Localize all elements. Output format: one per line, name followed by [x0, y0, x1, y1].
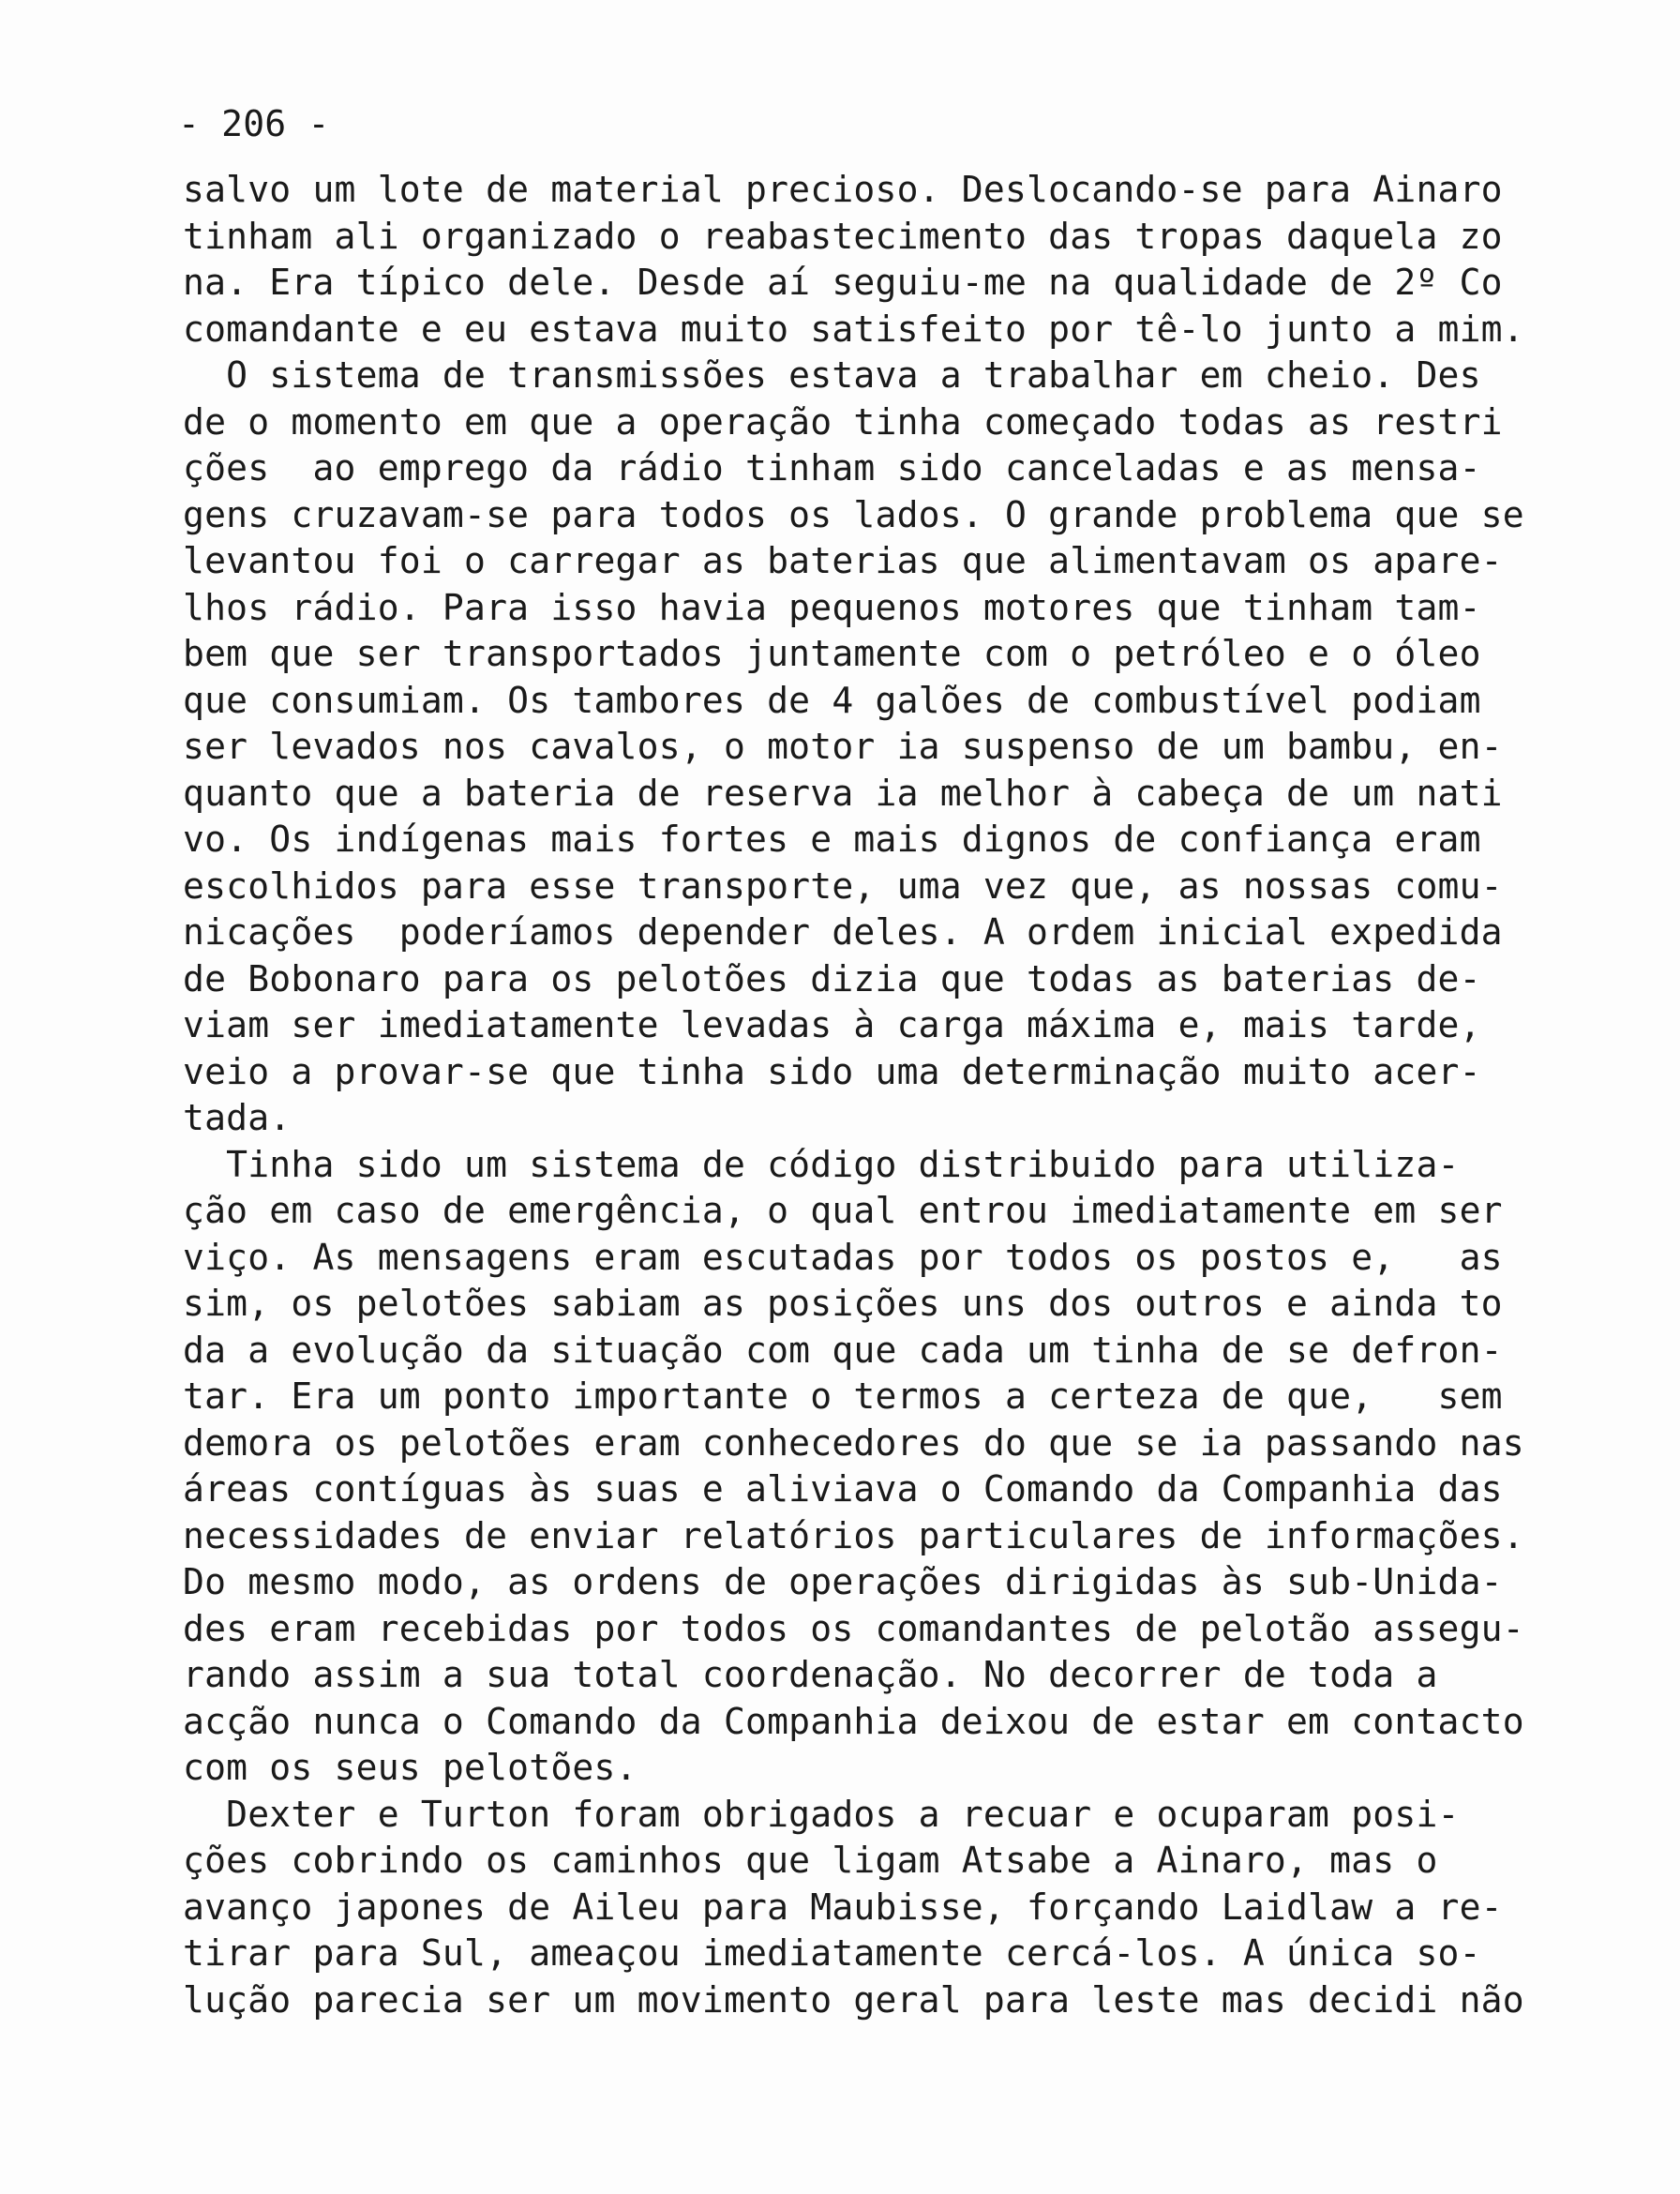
text-line: tinham ali organizado o reabastecimento das tropas daquela zo	[183, 215, 1503, 257]
text-line: que consumiam. Os tambores de 4 galões de combustível podiam	[183, 679, 1481, 721]
text-line: ser levados nos cavalos, o motor ia suspenso de um bambu, en-	[183, 726, 1503, 767]
text-line: viço. As mensagens eram escutadas por todos os postos e, as	[183, 1236, 1503, 1278]
text-line: salvo um lote de material precioso. Deslocando-se para Ainaro	[183, 169, 1503, 210]
text-line: necessidades de enviar relatórios particulares de informações.	[183, 1514, 1524, 1556]
text-line: de Bobonaro para os pelotões dizia que todas as baterias de-	[183, 957, 1481, 999]
text-line: tar. Era um ponto importante o termos a certeza de que, sem	[183, 1375, 1503, 1417]
text-line: Dexter e Turton foram obrigados a recuar e ocuparam posi-	[183, 1793, 1460, 1835]
text-line: veio a provar-se que tinha sido uma determinação muito acer-	[183, 1050, 1481, 1092]
page-number: - 206 -	[178, 103, 330, 144]
text-line: demora os pelotões eram conhecedores do que se ia passando nas	[183, 1421, 1524, 1464]
text-line: sim, os pelotões sabiam as posições uns dos outros e ainda to	[183, 1283, 1503, 1324]
text-line: quanto que a bateria de reserva ia melhor à cabeça de um nati	[183, 772, 1503, 814]
body-text	[183, 167, 1645, 2023]
text-line: acção nunca o Comando da Companhia deixou de estar em contacto	[183, 1700, 1524, 1742]
text-line: lhos rádio. Para isso havia pequenos motores que tinham tam-	[183, 586, 1481, 628]
text-line: levantou foi o carregar as baterias que alimentavam os apare-	[183, 540, 1503, 581]
text-line: O sistema de transmissões estava a trabalhar em cheio. Des	[183, 354, 1481, 396]
text-line: rando assim a sua total coordenação. No decorrer de toda a	[183, 1654, 1438, 1695]
text-line: des eram recebidas por todos os comandantes de pelotão assegu-	[183, 1607, 1524, 1649]
text-line: ção em caso de emergência, o qual entrou imediatamente em ser	[183, 1190, 1503, 1231]
text-line: ções cobrindo os caminhos que ligam Atsabe a Ainaro, mas o	[183, 1840, 1438, 1881]
text-line: vo. Os indígenas mais fortes e mais dignos de confiança eram	[183, 819, 1481, 860]
text-line: áreas contíguas às suas e aliviava o Comando da Companhia das	[183, 1468, 1503, 1510]
text-line: Do mesmo modo, as ordens de operações dirigidas às sub-Unida-	[183, 1561, 1503, 1602]
text-line: lução parecia ser um movimento geral para leste mas decidi não	[183, 1978, 1524, 2021]
text-line: bem que ser transportados juntamente com o petróleo e o óleo	[183, 633, 1481, 674]
text-line: da a evolução da situação com que cada um tinha de se defron-	[183, 1329, 1503, 1371]
text-line: escolhidos para esse transporte, uma vez que, as nossas comu-	[183, 864, 1503, 907]
text-line: gens cruzavam-se para todos os lados. O grande problema que se	[183, 493, 1524, 535]
text-line: avanço japones de Aileu para Maubisse, forçando Laidlaw a re-	[183, 1886, 1503, 1928]
text-line: na. Era típico dele. Desde aí seguiu-me na qualidade de 2º Co	[183, 262, 1503, 303]
text-line: Tinha sido um sistema de código distribuido para utiliza-	[183, 1143, 1460, 1185]
text-line: comandante e eu estava muito satisfeito por tê-lo junto a mim.	[183, 308, 1524, 350]
text-line: tada.	[183, 1097, 292, 1138]
text-line: de o momento em que a operação tinha começado todas as restri	[183, 400, 1503, 443]
text-line: ções ao emprego da rádio tinham sido canceladas e as mensa-	[183, 447, 1481, 488]
text-line: tirar para Sul, ameaçou imediatamente cercá-los. A única so-	[183, 1932, 1481, 1974]
text-line: nicações poderíamos depender deles. A ordem inicial expedida	[183, 911, 1503, 953]
text-line: com os seus pelotões.	[183, 1747, 638, 1788]
text-line: viam ser imediatamente levadas à carga máxima e, mais tarde,	[183, 1004, 1481, 1045]
